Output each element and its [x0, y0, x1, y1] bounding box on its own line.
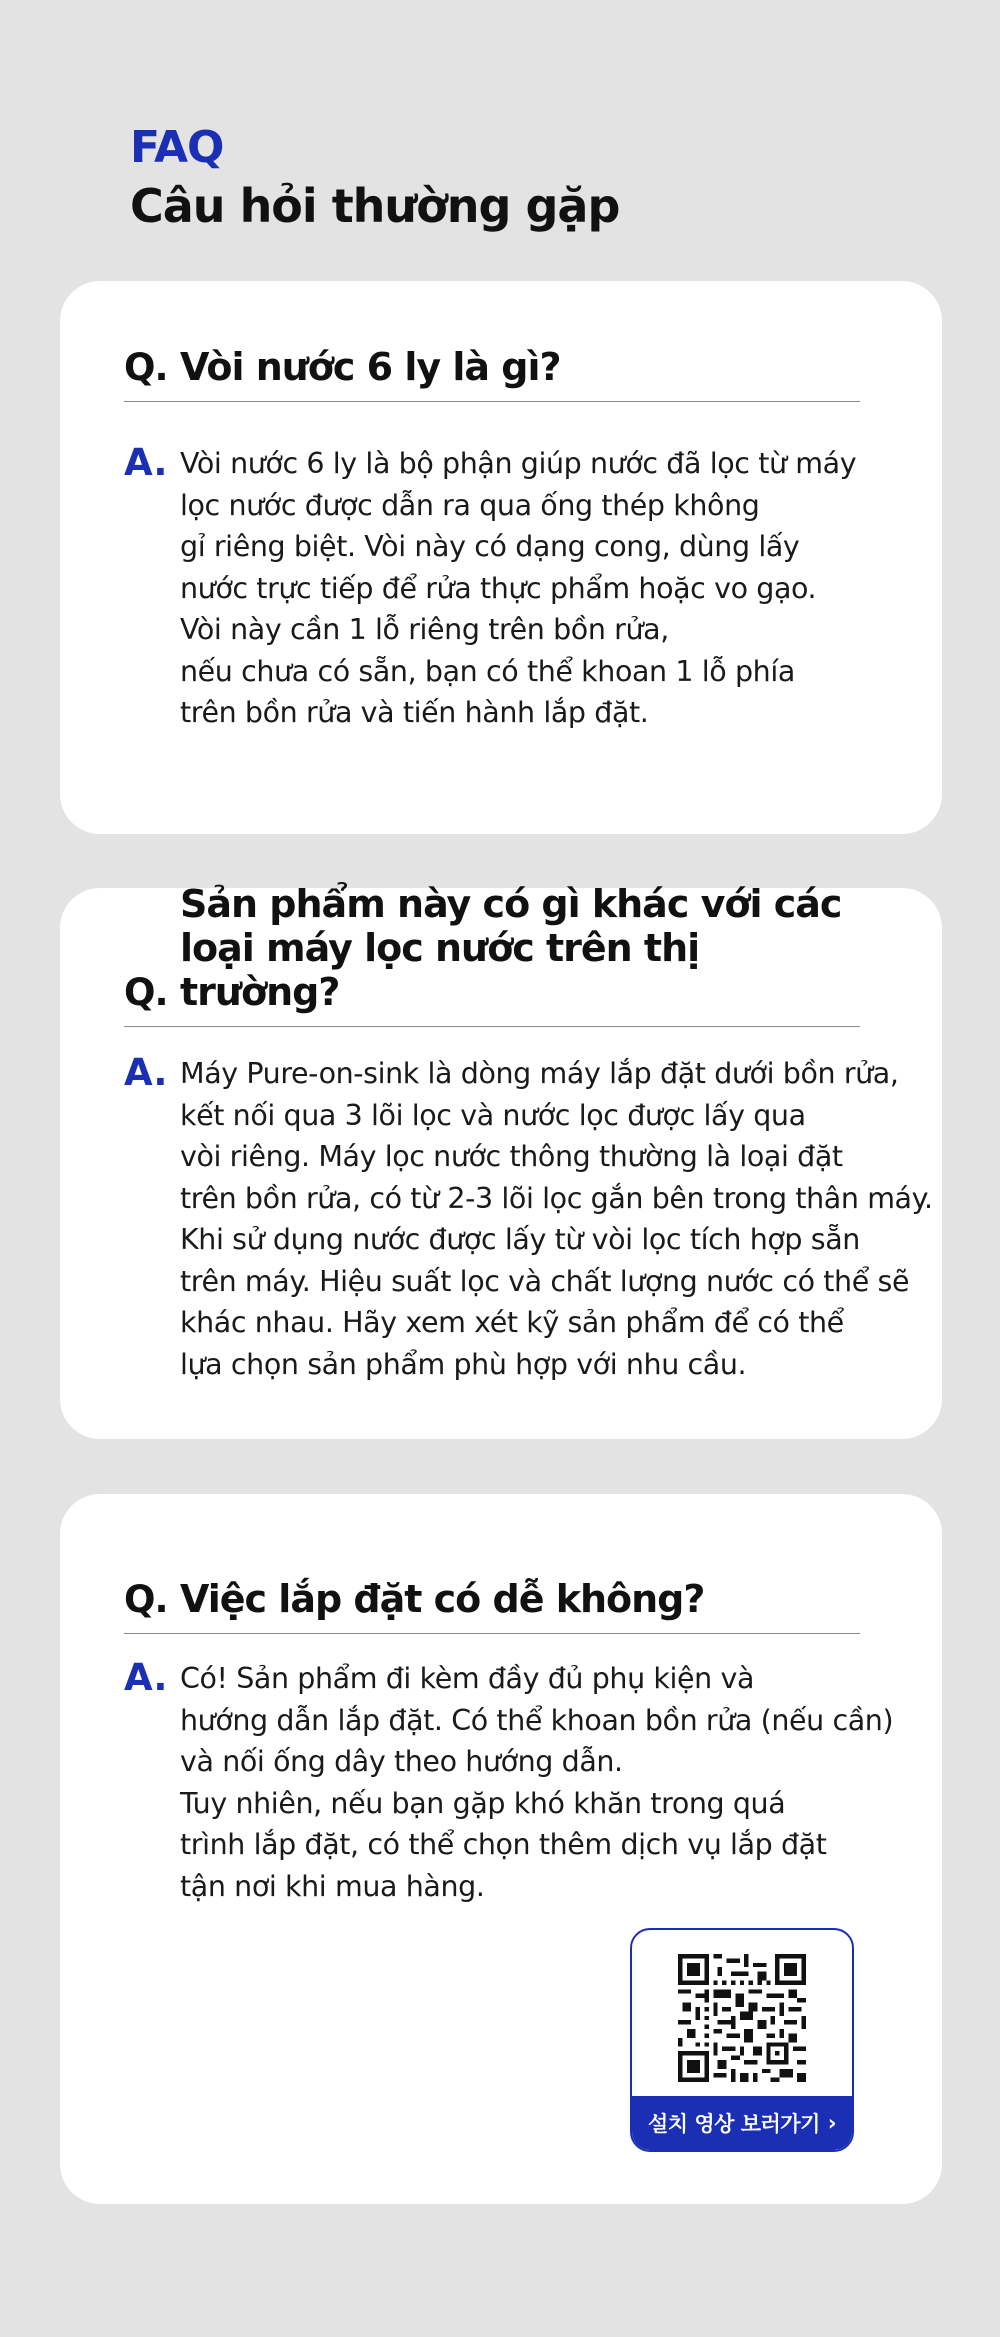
faq-question-2	[124, 882, 860, 1027]
chevron-right-icon: ›	[827, 2111, 837, 2135]
install-video-button[interactable]	[632, 2096, 852, 2150]
install-video-qr-link[interactable]	[630, 1928, 854, 2152]
answer-text: Có! Sản phẩm đi kèm đầy đủ phụ kiện và hướng dẫn lắp đặt. Có thể khoan bồn rửa (nếu cần) và nối ống dây theo hướng dẫn. Tuy nhiên, nếu bạn gặp khó khăn trong quá trình lắp đặt, có thể chọn thêm dịch vụ lắp đặt tận nơi khi mua hàng.	[180, 1662, 894, 1903]
question-mark: Q.	[124, 1578, 168, 1621]
question-mark: Q.	[124, 346, 168, 389]
answer-text: Máy Pure-on-sink là dòng máy lắp đặt dưới bồn rửa, kết nối qua 3 lõi lọc và nước lọc được lấy qua vòi riêng. Máy lọc nước thông thường là loại đặt trên bồn rửa, có từ 2-3 lõi lọc gắn bên trong thân máy. Khi sử dụng nước được lấy từ vòi lọc tích hợp sẵn trên máy. Hiệu suất lọc và chất lượng nước có thể sẽ khác nhau. Hãy xem xét kỹ sản phẩm để có thể lựa chọn sản phẩm phù hợp với nhu cầu.	[180, 1057, 933, 1381]
question-text: Vòi nước 6 ly là gì?	[180, 345, 561, 389]
answer-mark: A.	[124, 1051, 168, 1094]
faq-answer-2	[124, 1051, 933, 1385]
faq-answer-3	[124, 1658, 922, 1907]
install-video-label: 설치 영상 보러가기	[647, 2112, 820, 2136]
question-text: Việc lắp đặt có dễ không?	[180, 1577, 705, 1621]
answer-mark: A.	[124, 1656, 168, 1699]
faq-card-1	[60, 281, 942, 834]
faq-card-3	[60, 1494, 942, 2204]
question-mark: Q.	[124, 971, 168, 1014]
faq-label: FAQ	[130, 122, 224, 173]
answer-mark: A.	[124, 441, 168, 484]
faq-answer-1	[124, 443, 922, 734]
qr-code-icon	[678, 1954, 806, 2082]
question-text: Sản phẩm này có gì khác với các loại máy lọc nước trên thị trường?	[180, 882, 842, 1014]
page-title: Câu hỏi thường gặp	[130, 179, 620, 233]
faq-question-3	[124, 1554, 860, 1634]
page-header	[130, 120, 619, 236]
answer-text: Vòi nước 6 ly là bộ phận giúp nước đã lọc từ máy lọc nước được dẫn ra qua ống thép không gỉ riêng biệt. Vòi này có dạng cong, dùng lấy nước trực tiếp để rửa thực phẩm hoặc vo gạo. Vòi này cần 1 lỗ riêng trên bồn rửa, nếu chưa có sẵn, bạn có thể khoan 1 lỗ phía trên bồn rửa và tiến hành lắp đặt.	[180, 447, 857, 729]
faq-question-1	[124, 341, 860, 402]
faq-card-2	[60, 882, 942, 1439]
